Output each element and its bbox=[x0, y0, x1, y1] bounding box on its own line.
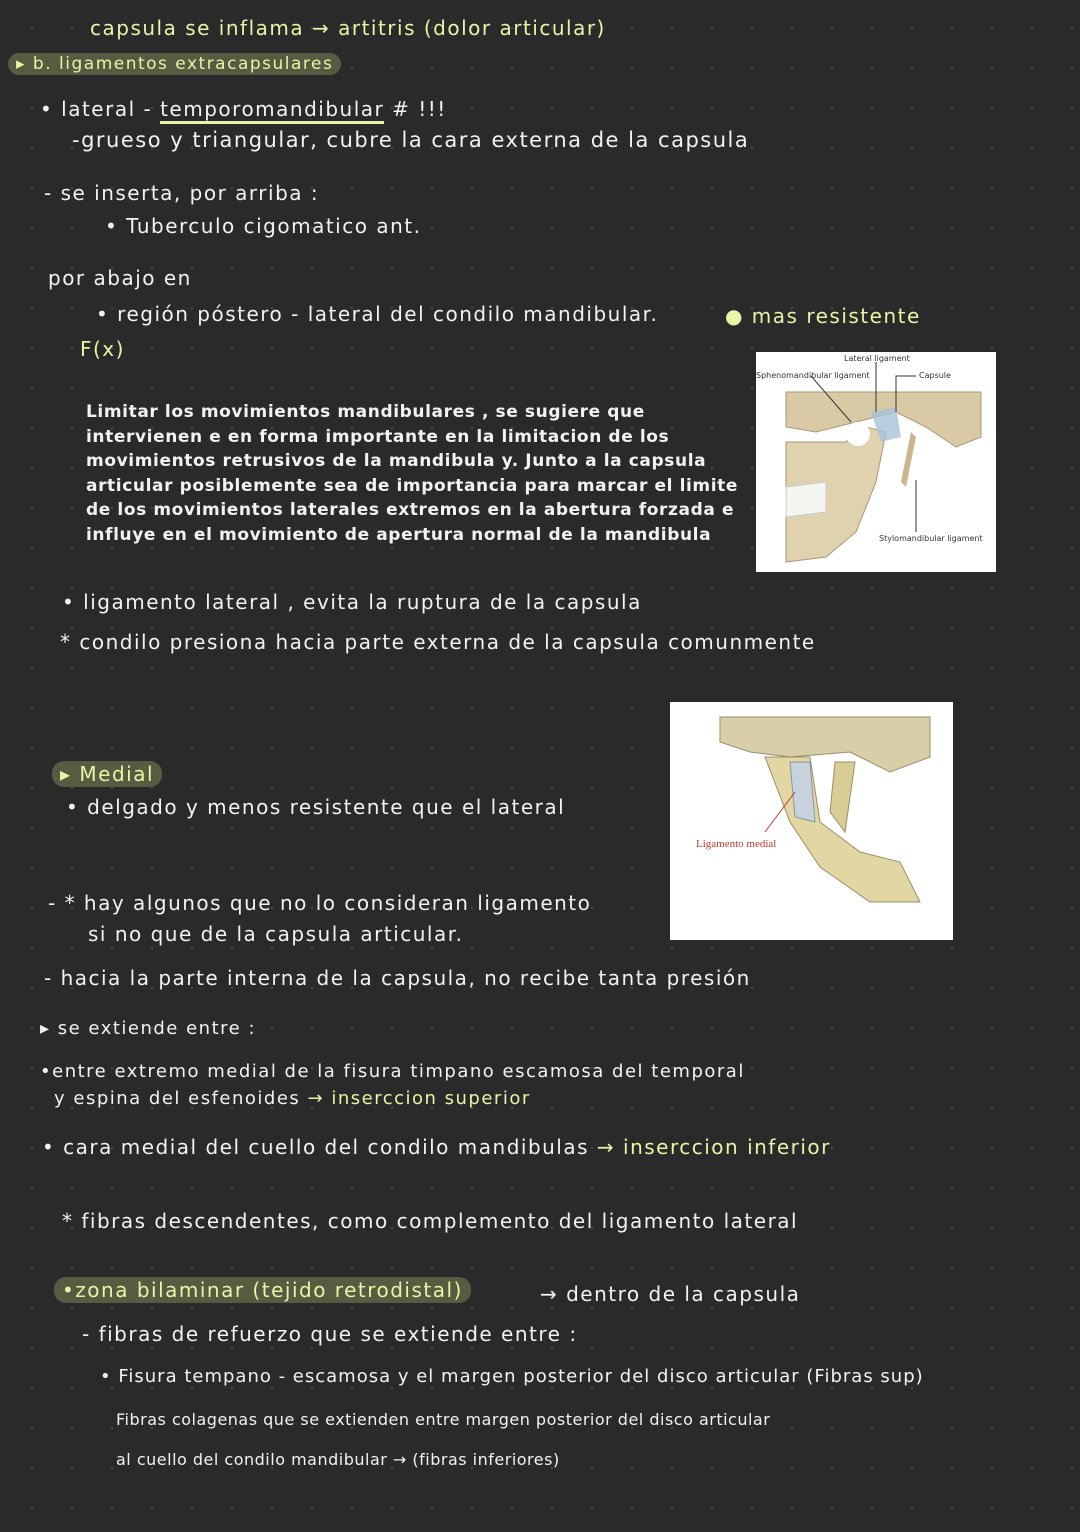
text: y espina del esfenoides bbox=[54, 1088, 301, 1109]
underlined-term: temporomandibular bbox=[160, 97, 384, 124]
text: # !!! bbox=[384, 97, 447, 121]
note-line: por abajo en bbox=[48, 266, 192, 290]
highlight-note: → inserccion inferior bbox=[589, 1135, 831, 1159]
note-line: * fibras descendentes, como complemento del ligamento lateral bbox=[62, 1209, 799, 1233]
section-heading-bilaminar: •zona bilaminar (tejido retrodistal) bbox=[54, 1277, 471, 1303]
note-line: -grueso y triangular, cubre la cara externa de la capsula bbox=[72, 128, 750, 152]
note-line: - fibras de refuerzo que se extiende entre : bbox=[82, 1322, 578, 1346]
note-line: •entre extremo medial de la fisura timpano escamosa del temporal bbox=[40, 1061, 745, 1082]
note-line: Fibras colagenas que se extienden entre margen posterior del disco articular bbox=[116, 1410, 771, 1429]
skull-illustration bbox=[670, 702, 953, 940]
note-line: ▸ se extiende entre : bbox=[40, 1018, 257, 1039]
paragraph: Limitar los movimientos mandibulares , se sugiere que intervienen e en forma importante en la limitacion de los movimientos retrusivos de la mandibula y. Junto a la capsula articular posiblemente sea de importancia para marcar el limite de los movimientos laterales extremos en la abertura forzada e influye en el movimiento de apertura normal de la mandibula bbox=[86, 402, 739, 545]
note-line: F(x) bbox=[80, 337, 125, 361]
note-line bbox=[40, 97, 447, 121]
figure-label: Ligamento medial bbox=[696, 838, 777, 850]
note-line: - se inserta, por arriba : bbox=[44, 181, 320, 205]
note-line: • Fisura tempano - escamosa y el margen posterior del disco articular (Fibras sup) bbox=[100, 1366, 924, 1387]
note-line: • delgado y menos resistente que el lateral bbox=[66, 795, 566, 819]
note-line: - hacia la parte interna de la capsula, no recibe tanta presión bbox=[44, 966, 751, 990]
note-line bbox=[54, 1088, 531, 1109]
text: • cara medial del cuello del condilo mandibulas bbox=[42, 1135, 590, 1159]
note-line: • región póstero - lateral del condilo mandibular. bbox=[96, 302, 659, 326]
section-heading: ▸ b. ligamentos extracapsulares bbox=[8, 53, 341, 75]
figure-label: Stylomandibular ligament bbox=[879, 534, 983, 543]
note-line: - * hay algunos que no lo consideran ligamento bbox=[48, 891, 592, 915]
section-heading-medial: ▸ Medial bbox=[52, 761, 162, 787]
note-line: → dentro de la capsula bbox=[540, 1282, 801, 1306]
text: • lateral - bbox=[40, 97, 161, 121]
highlight-note: ● mas resistente bbox=[725, 304, 921, 328]
note-line bbox=[60, 630, 816, 654]
text: * condilo presiona hacia parte externa de la capsula comunmente bbox=[60, 630, 816, 654]
note-line: • Tuberculo cigomatico ant. bbox=[105, 214, 422, 238]
medial-ligament-figure bbox=[670, 702, 953, 940]
figure-label: Lateral ligament bbox=[844, 354, 910, 363]
figure-label: Sphenomandibular ligament bbox=[756, 371, 870, 380]
figure-label: Capsule bbox=[919, 371, 951, 380]
lateral-ligament-figure bbox=[756, 352, 996, 572]
note-line: si no que de la capsula articular. bbox=[88, 922, 464, 946]
note-line: • ligamento lateral , evita la ruptura de la capsula bbox=[62, 590, 642, 614]
note-line: al cuello del condilo mandibular → (fibras inferiores) bbox=[116, 1450, 560, 1469]
highlight-note: → inserccion superior bbox=[300, 1088, 531, 1109]
note-line bbox=[42, 1135, 831, 1159]
note-line: capsula se inflama → artitris (dolor articular) bbox=[90, 16, 606, 40]
